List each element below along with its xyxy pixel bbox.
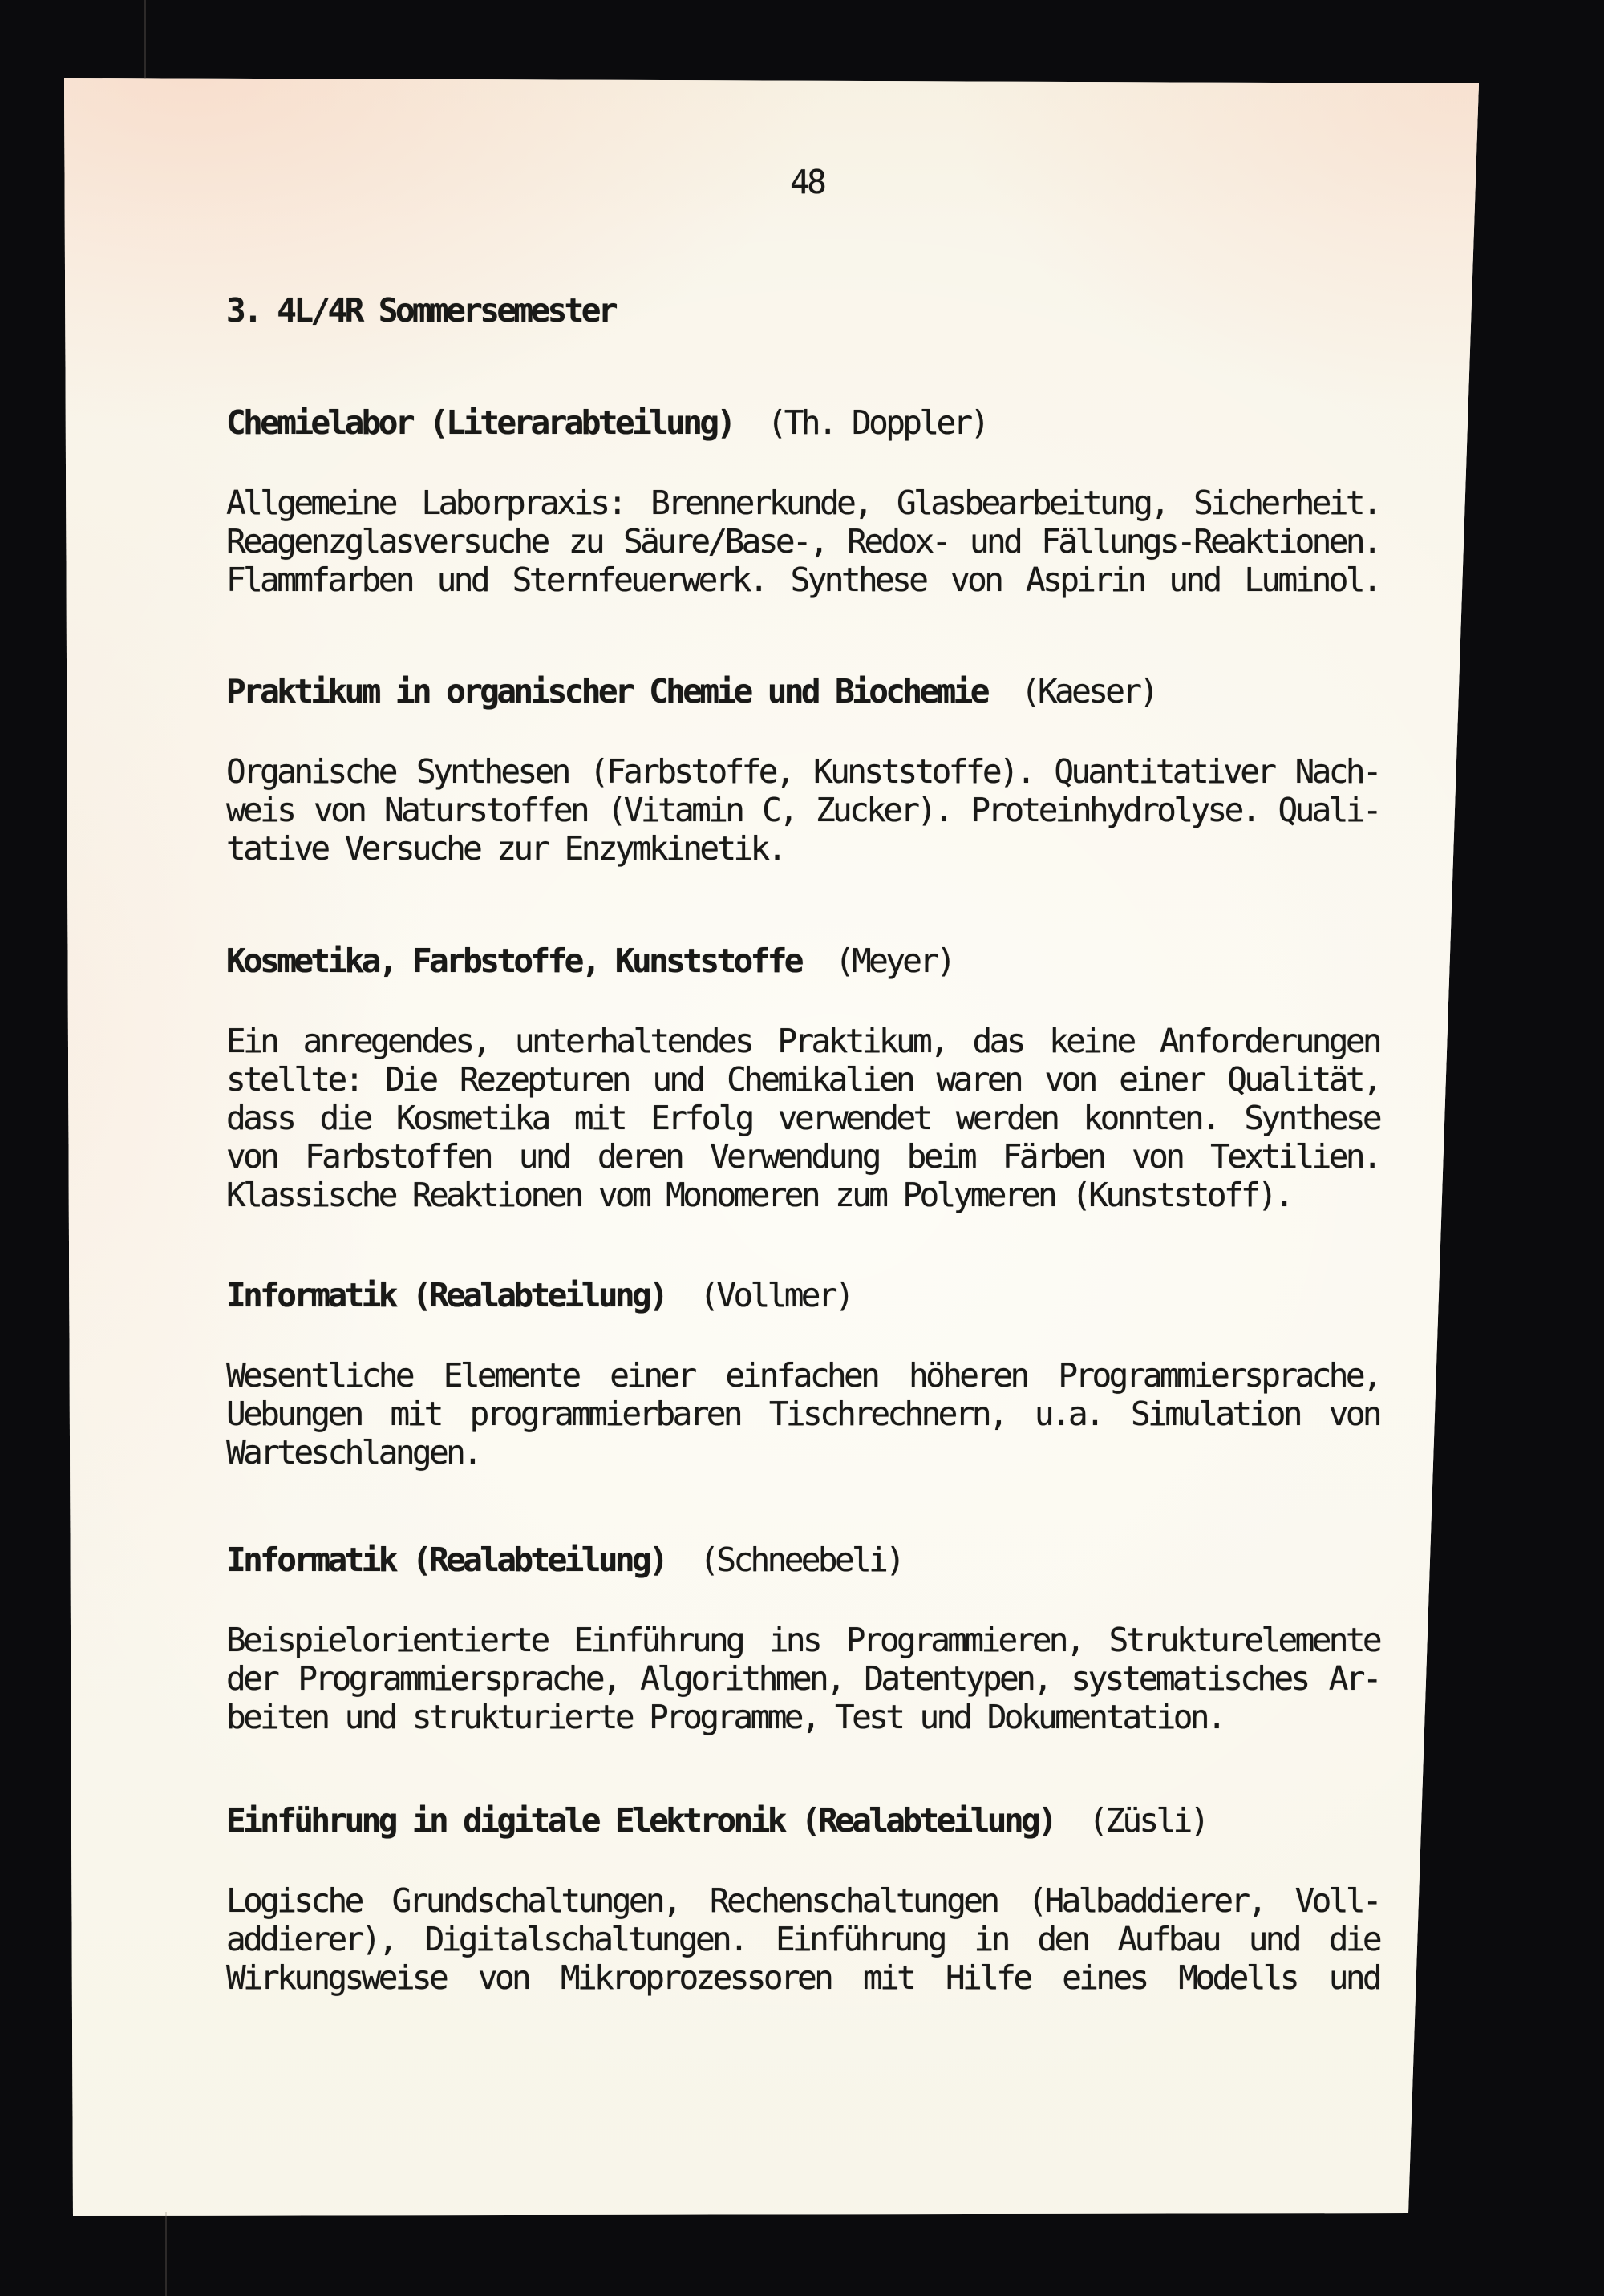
course-instructor: (Th. Doppler) (767, 403, 987, 442)
course-section (226, 1541, 1379, 1736)
course-section (226, 941, 1379, 1214)
course-description (226, 1356, 1379, 1472)
text-line: Klassische Reaktionen vom Monomeren zum Polymeren (Kunststoff). (226, 1176, 1292, 1214)
text-line: Reagenzglasversuche zu Säure/Base-, Redox- und Fällungs-Reaktionen. (226, 522, 1379, 561)
text-line: stellte: Die Rezepturen und Chemikalien waren von einer Qualität, (226, 1060, 1379, 1099)
course-section (226, 672, 1379, 868)
text-line: tative Versuche zur Enzymkinetik. (226, 829, 784, 868)
text-line: Logische Grundschaltungen, Rechenschaltungen (Halbaddierer, Voll- (226, 1881, 1379, 1920)
course-instructor: (Vollmer) (699, 1276, 853, 1314)
course-instructor: (Meyer) (834, 941, 954, 980)
course-heading (226, 672, 1379, 711)
course-section (226, 1276, 1379, 1472)
text-line: Flammfarben und Sternfeuerwerk. Synthese von Aspirin und Luminol. (226, 561, 1379, 599)
course-title: Informatik (Realabteilung) (226, 1276, 666, 1314)
course-heading (226, 941, 1379, 980)
text-line: weis von Naturstoffen (Vitamin C, Zucker). Proteinhydrolyse. Quali- (226, 791, 1379, 829)
course-instructor: (Züsli) (1088, 1801, 1207, 1840)
course-heading (226, 1276, 1379, 1314)
text-line: Warteschlangen. (226, 1433, 480, 1472)
page-number: 48 (790, 163, 824, 201)
course-description (226, 752, 1379, 868)
course-title: Praktikum in organischer Chemie und Biochemie (226, 672, 987, 711)
course-title: Informatik (Realabteilung) (226, 1541, 666, 1579)
chapter-heading: 3. 4L/4R Sommersemester (226, 291, 615, 330)
course-instructor: (Kaeser) (1020, 672, 1156, 711)
course-title: Chemielabor (Literarabteilung) (226, 403, 734, 442)
course-title: Kosmetika, Farbstoffe, Kunststoffe (226, 941, 801, 980)
text-line: Beispielorientierte Einführung ins Programmieren, Strukturelemente (226, 1621, 1379, 1659)
course-description (226, 484, 1379, 599)
text-line: Allgemeine Laborpraxis: Brennerkunde, Glasbearbeitung, Sicherheit. (226, 484, 1379, 522)
text-line: Uebungen mit programmierbaren Tischrechnern, u.a. Simulation von (226, 1395, 1379, 1433)
course-heading (226, 1541, 1379, 1579)
text-line: Wirkungsweise von Mikroprozessoren mit Hilfe eines Modells und (226, 1958, 1379, 1997)
course-instructor: (Schneebeli) (699, 1541, 903, 1579)
course-section (226, 1801, 1379, 1997)
course-description (226, 1621, 1379, 1736)
course-section (226, 403, 1379, 599)
course-description (226, 1881, 1379, 1997)
text-line: Wesentliche Elemente einer einfachen höheren Programmiersprache, (226, 1356, 1379, 1395)
course-description (226, 1022, 1379, 1214)
text-line: der Programmiersprache, Algorithmen, Datentypen, systematisches Ar- (226, 1659, 1379, 1698)
text-line: dass die Kosmetika mit Erfolg verwendet werden konnten. Synthese (226, 1099, 1379, 1137)
text-line: Organische Synthesen (Farbstoffe, Kunststoffe). Quantitativer Nach- (226, 752, 1379, 791)
course-heading (226, 1801, 1379, 1840)
text-line: von Farbstoffen und deren Verwendung beim Färben von Textilien. (226, 1137, 1379, 1176)
course-title: Einführung in digitale Elektronik (Realabteilung) (226, 1801, 1055, 1840)
text-line: beiten und strukturierte Programme, Test und Dokumentation. (226, 1698, 1224, 1736)
course-heading (226, 403, 1379, 442)
text-line: addierer), Digitalschaltungen. Einführung in den Aufbau und die (226, 1920, 1379, 1958)
text-line: Ein anregendes, unterhaltendes Praktikum, das keine Anforderungen (226, 1022, 1379, 1060)
